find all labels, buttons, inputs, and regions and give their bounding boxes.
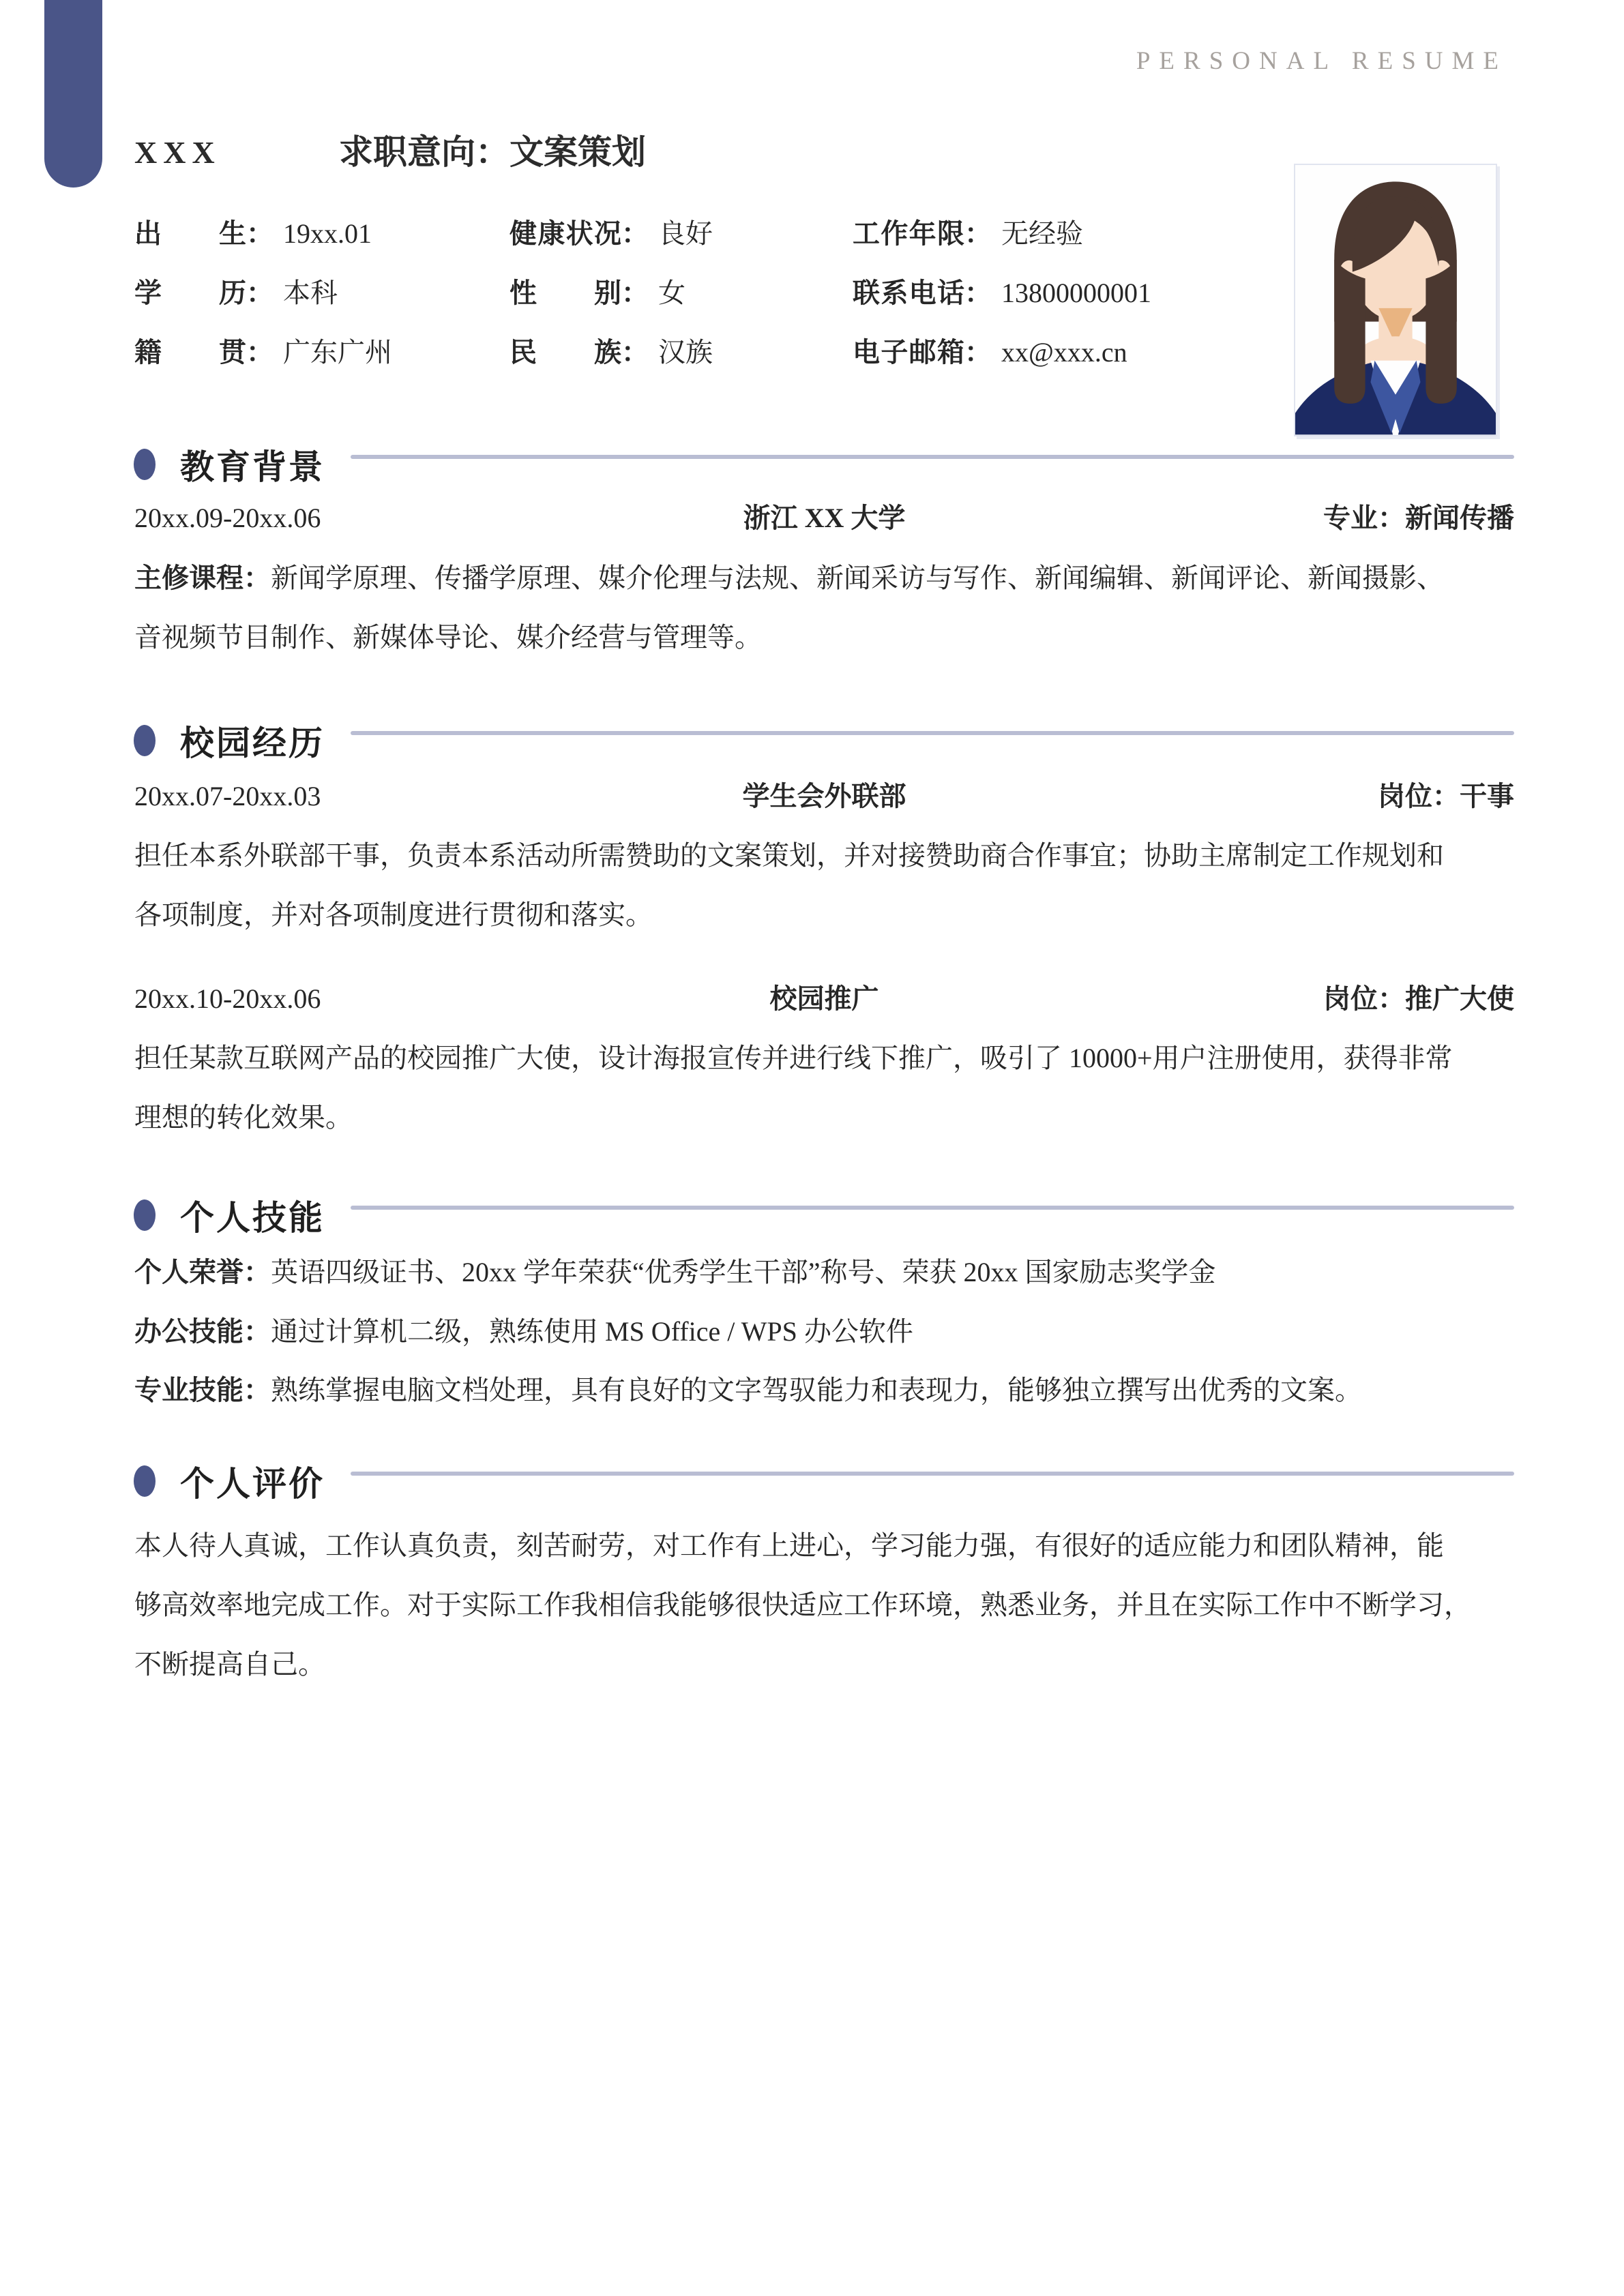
section-title: 教育背景 bbox=[180, 448, 325, 486]
field-colon: ： bbox=[246, 218, 274, 249]
section-title: 校园经历 bbox=[180, 724, 325, 762]
campus-entry-desc-line: 理想的转化效果。 bbox=[134, 1102, 353, 1133]
watermark-title: PERSONAL RESUME bbox=[1136, 47, 1507, 75]
candidate-name: XXX bbox=[134, 135, 221, 170]
field-value: 无经验 bbox=[1001, 218, 1083, 249]
field-label: 联系电话 bbox=[853, 278, 964, 308]
entry-period: 20xx.09-20xx.06 bbox=[134, 503, 321, 533]
section-header-education bbox=[134, 443, 1514, 486]
field-colon: ： bbox=[246, 337, 274, 368]
entry-organization: 学生会外联部 bbox=[742, 781, 906, 811]
id-photo bbox=[1294, 164, 1497, 436]
field-label: 电子邮箱 bbox=[853, 337, 964, 368]
woman-avatar-icon bbox=[1295, 165, 1496, 435]
field-colon: ： bbox=[621, 218, 649, 249]
entry-role: 专业：新闻传播 bbox=[1323, 503, 1514, 533]
field-value: 19xx.01 bbox=[283, 218, 372, 249]
entry-organization: 浙江 XX 大学 bbox=[743, 503, 906, 533]
profile-field-hometown bbox=[134, 331, 510, 370]
entry-period: 20xx.10-20xx.06 bbox=[134, 983, 321, 1014]
section-bullet-icon bbox=[134, 1199, 156, 1231]
skill-text: 英语四级证书、20xx 学年荣获“优秀学生干部”称号、荣获 20xx 国家励志奖学金 bbox=[271, 1257, 1216, 1287]
entry-role: 岗位：干事 bbox=[1378, 781, 1514, 811]
field-colon: ： bbox=[964, 278, 992, 308]
field-label: 出生 bbox=[134, 218, 246, 249]
field-value: 广东广州 bbox=[283, 337, 392, 368]
section-bullet-icon bbox=[134, 449, 156, 480]
field-colon: ： bbox=[621, 337, 649, 368]
evaluation-line: 本人待人真诚，工作认真负责，刻苦耐劳，对工作有上进心，学习能力强，有很好的适应能力和团队精神，能 bbox=[134, 1530, 1444, 1561]
profile-field-gender bbox=[510, 271, 853, 310]
skill-label: 个人荣誉 bbox=[134, 1257, 243, 1287]
profile-field-health bbox=[510, 212, 853, 251]
skill-colon: ： bbox=[243, 1375, 271, 1405]
profile-field-birth bbox=[134, 212, 510, 251]
field-value: 汉族 bbox=[658, 337, 713, 368]
campus-entry-row bbox=[134, 985, 1514, 1013]
courses-label: 主修课程 bbox=[134, 563, 243, 593]
section-header-evaluation bbox=[134, 1460, 1514, 1502]
entry-period: 20xx.07-20xx.03 bbox=[134, 781, 321, 811]
profile-field-degree bbox=[134, 271, 510, 310]
job-intent-heading: 求职意向：文案策划 bbox=[339, 133, 646, 171]
field-value: 女 bbox=[658, 278, 685, 308]
education-courses-line bbox=[134, 565, 1444, 592]
field-colon: ： bbox=[964, 218, 992, 249]
field-label: 民族 bbox=[510, 337, 621, 368]
section-header-skills bbox=[134, 1194, 1514, 1236]
profile-field-ethnicity bbox=[510, 331, 853, 370]
section-header-campus bbox=[134, 719, 1514, 762]
section-divider-line bbox=[351, 1206, 1514, 1210]
field-label: 学历 bbox=[134, 278, 246, 308]
field-label: 性别 bbox=[510, 278, 621, 308]
skill-text: 熟练掌握电脑文档处理，具有良好的文字驾驭能力和表现力，能够独立撰写出优秀的文案。 bbox=[271, 1375, 1362, 1405]
education-courses-line: 音视频节目制作、新媒体导论、媒介经营与管理等。 bbox=[134, 622, 762, 653]
section-title: 个人技能 bbox=[180, 1199, 325, 1237]
skill-text: 通过计算机二级，熟练使用 MS Office / WPS 办公软件 bbox=[271, 1316, 913, 1347]
skill-label: 办公技能 bbox=[134, 1316, 243, 1347]
field-colon: ： bbox=[964, 337, 992, 368]
education-entry-row bbox=[134, 505, 1514, 532]
campus-entry-desc-line: 担任某款互联网产品的校园推广大使，设计海报宣传并进行线下推广，吸引了 10000+用户注册使用，获得非常 bbox=[134, 1043, 1453, 1073]
section-title: 个人评价 bbox=[180, 1465, 325, 1503]
field-colon: ： bbox=[246, 278, 274, 308]
field-value: xx@xxx.cn bbox=[1001, 337, 1127, 368]
field-value: 本科 bbox=[283, 278, 338, 308]
campus-entry-row bbox=[134, 783, 1514, 810]
entry-organization: 校园推广 bbox=[769, 983, 879, 1014]
skill-colon: ： bbox=[243, 1316, 271, 1347]
section-divider-line bbox=[351, 455, 1514, 459]
evaluation-line: 不断提高自己。 bbox=[134, 1649, 325, 1680]
field-colon: ： bbox=[621, 278, 649, 308]
entry-role: 岗位：推广大使 bbox=[1323, 983, 1514, 1014]
section-bullet-icon bbox=[134, 725, 156, 756]
campus-entry-desc-line: 担任本系外联部干事，负责本系活动所需赞助的文案策划，并对接赞助商合作事宜；协助主席制定工作规划和 bbox=[134, 840, 1444, 871]
field-value: 良好 bbox=[658, 218, 713, 249]
skill-label: 专业技能 bbox=[134, 1375, 243, 1405]
campus-entry-desc-line: 各项制度，并对各项制度进行贯彻和落实。 bbox=[134, 899, 653, 930]
field-label: 工作年限 bbox=[853, 218, 964, 249]
accent-pill-decoration bbox=[44, 0, 102, 188]
skill-colon: ： bbox=[243, 1257, 271, 1287]
skill-item-office bbox=[134, 1318, 913, 1345]
section-divider-line bbox=[351, 731, 1514, 735]
skill-item-professional bbox=[134, 1377, 1362, 1404]
courses-text: 新闻学原理、传播学原理、媒介伦理与法规、新闻采访与写作、新闻编辑、新闻评论、新闻摄影、 bbox=[271, 563, 1444, 593]
courses-colon: ： bbox=[243, 563, 271, 593]
section-divider-line bbox=[351, 1472, 1514, 1476]
skill-item-honors bbox=[134, 1259, 1216, 1286]
field-label: 籍贯 bbox=[134, 337, 246, 368]
section-bullet-icon bbox=[134, 1465, 156, 1497]
evaluation-line: 够高效率地完成工作。对于实际工作我相信我能够很快适应工作环境，熟悉业务，并且在实际工作中不断学习， bbox=[134, 1590, 1471, 1620]
field-label: 健康状况 bbox=[510, 218, 621, 249]
field-value: 13800000001 bbox=[1001, 278, 1151, 308]
